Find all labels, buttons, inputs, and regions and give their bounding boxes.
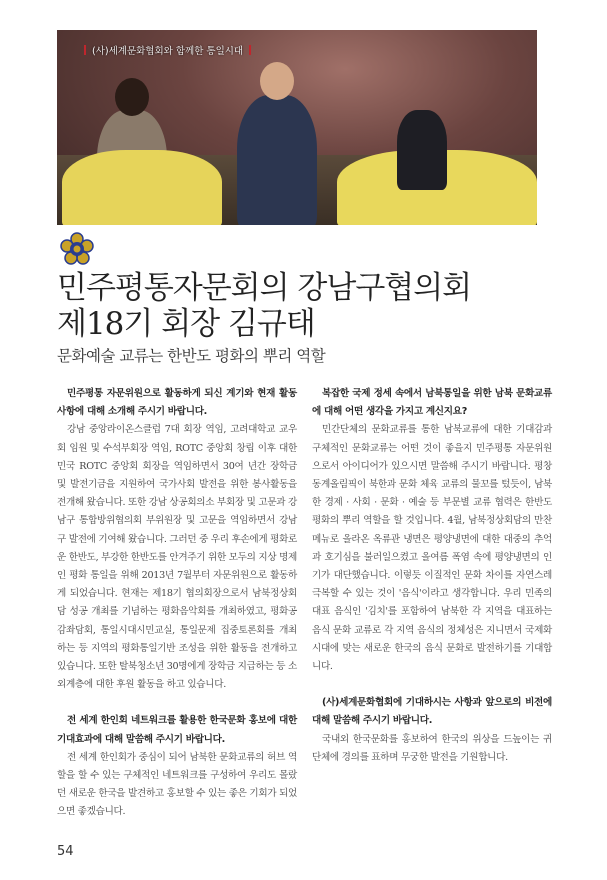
- interview-question: (사)세계문화협회에 기대하시는 사항과 앞으로의 비전에 대해 말씀해 주시기 바랍니다.: [312, 697, 552, 727]
- title-line-2: 제18기 회장 김규태: [57, 306, 315, 342]
- interview-question: 복잡한 국제 정세 속에서 남북통일을 위한 남북 문화교류에 대해 어떤 생각을 가지고 계신지요?: [312, 388, 552, 418]
- interview-answer: 전 세계 한인회가 중심이 되어 남북한 문화교류의 허브 역할을 할 수 있는 구체적인 네트워크를 구성하여 우리도 몰랐던 새로운 한국을 발견하고 홍보할 수 있는 좋은 기회가 되었으면 좋겠습니다.: [57, 751, 297, 818]
- interview-answer: 강남 중앙라이온스클럽 7대 회장 역임, 고려대학교 교우회 임원 및 수석부회장 역임, ROTC 중앙회 창립 이후 대한민국 ROTC 중앙회 회장을 역임하면서 30여 년간 장학금 및 발전기금을 지원하여 국가사회 발전을 위한 봉사활동을 전개해 왔습니다. 또한 강남 상공회의소 부회장 및 고문과 강남구 통합방위협의회 부위원장 및 고문을 역임하면서 강남구 발전에 기여해 왔습니다. 그러던 중 우리 후손에게 평화로운 한반도, 부강한 한반도를 안겨주기 위한 모두의 지상 명제인 평화 통일을 위해 2013년 7월부터 자문위원으로 활동하게 되었습니다. 현재는 제18기 협의회장으로서 남북정상회담 성공 개최를 기념하는 평화음악회를 개최하였고, 평화공감좌담회, 통일시대시민교실, 통일문제 집중토론회를 개최하는 등 지역의 평화통일기반 조성을 위한 활동을 전개하고 있습니다. 또한 탈북청소년 30명에게 장학금 지급하는 등 소외계층에 대한 후원 활동을 하고 있습니다.: [57, 424, 297, 691]
- section-tag-label: (사)세계문화협회와 함께한 통일시대: [92, 46, 244, 57]
- article-title: [57, 270, 552, 342]
- left-column: [57, 385, 297, 840]
- interview-question: 민주평통 자문위원으로 활동하게 되신 계기와 현재 활동사항에 대해 소개해 주시기 바랍니다.: [57, 388, 297, 418]
- right-column: [312, 385, 552, 840]
- title-line-1: 민주평통자문회의 강남구협의회: [57, 270, 472, 306]
- article-subtitle: 문화예술 교류는 한반도 평화의 뿌리 역할: [57, 347, 326, 365]
- peace-council-emblem-icon: [60, 232, 94, 266]
- article-columns: [57, 385, 552, 840]
- interview-answer: 민간단체의 문화교류를 통한 남북교류에 대한 기대감과 구체적인 문화교류는 어떤 것이 좋을지 민주평통 자문위원으로서 아이디어가 있으시면 말씀해 주시기 바랍니다. 평창동계올림픽이 북한과 문화 체육 교류의 물꼬를 텄듯이, 남북한 경제 · 사회 · 문화 · 예술 등 부문별 교류 협력은 한반도 평화의 뿌리 역할을 할 것입니다. 4월, 남북정상회담의 만찬 메뉴로 올라온 옥류관 냉면은 평양냉면에 대한 대중의 추억과 호기심을 불러일으켰고 올여름 폭염 속에 평양냉면의 인기가 대단했습니다. 이렇듯 이질적인 문화 차이를 자연스레 극복할 수 있는 것이 '음식'이라고 생각합니다. 우리 민족의 대표 음식인 '김치'를 포함하여 남북한 각 지역을 대표하는 음식 문화 교류로 각 지역 음식의 정체성은 지니면서 국제화 시대에 맞는 새로운 한국의 음식 문화로 발전하기를 기대합니다.: [312, 424, 552, 673]
- interview-answer: 국내외 한국문화를 홍보하여 한국의 위상을 드높이는 귀 단체에 경의를 표하며 무궁한 발전을 기원합니다.: [312, 733, 552, 763]
- interview-question: 전 세계 한인회 네트워크를 활용한 한국문화 홍보에 대한 기대효과에 대해 말씀해 주시기 바랍니다.: [57, 715, 297, 745]
- page-number: 54: [57, 843, 74, 859]
